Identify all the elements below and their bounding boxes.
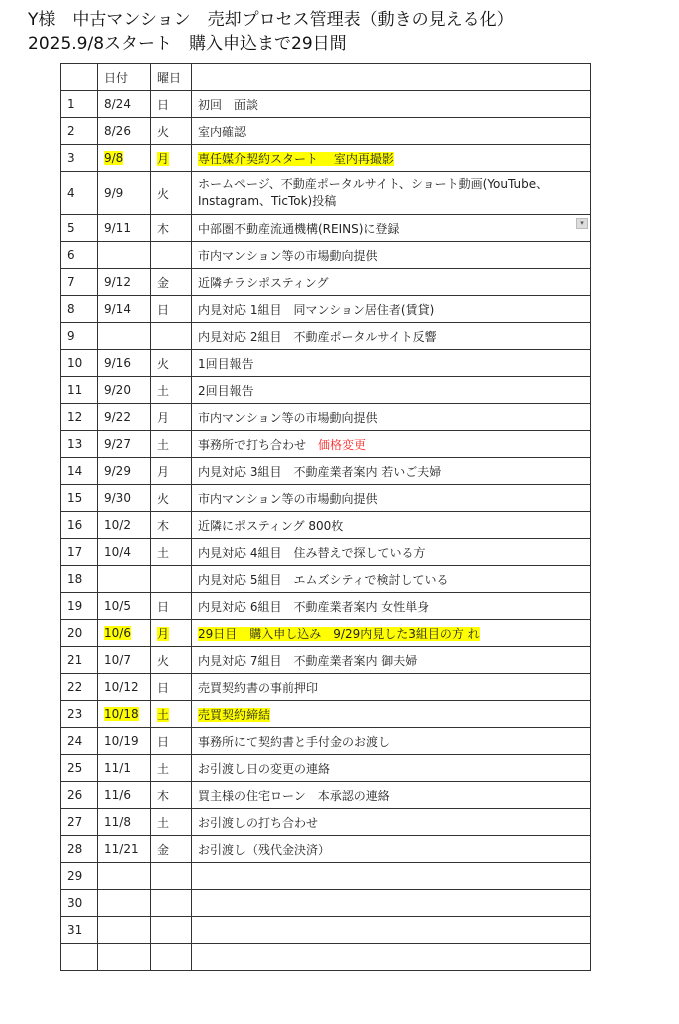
weekday-cell[interactable] xyxy=(151,836,192,863)
weekday-cell-text: 土 xyxy=(157,815,170,830)
weekday-cell[interactable] xyxy=(151,269,192,296)
weekday-cell-text: 火 xyxy=(157,356,170,371)
row-number-cell[interactable] xyxy=(61,145,98,172)
highlighted-text: 土 xyxy=(157,707,170,722)
content-cell[interactable] xyxy=(192,647,591,674)
row-number-cell-text: 1 xyxy=(67,97,75,111)
table-row xyxy=(61,91,591,118)
weekday-cell[interactable] xyxy=(151,809,192,836)
content-cell[interactable] xyxy=(192,296,591,323)
row-number-cell[interactable] xyxy=(61,404,98,431)
weekday-cell[interactable] xyxy=(151,512,192,539)
highlighted-text: 月 xyxy=(157,626,170,641)
content-cell-text: 2回目報告 xyxy=(198,383,254,398)
content-cell-text: お引渡し（残代金決済） xyxy=(198,842,331,857)
row-number-cell-text: 11 xyxy=(67,383,83,397)
row-number-cell[interactable] xyxy=(61,269,98,296)
weekday-cell-text: 火 xyxy=(157,124,170,139)
weekday-cell[interactable] xyxy=(151,620,192,647)
table-row xyxy=(61,242,591,269)
table-row xyxy=(61,377,591,404)
date-cell[interactable] xyxy=(98,728,151,755)
content-cell-text: 初回 面談 xyxy=(198,97,259,112)
date-cell[interactable] xyxy=(98,242,151,269)
date-cell[interactable] xyxy=(98,118,151,145)
date-cell[interactable] xyxy=(98,809,151,836)
date-cell-text: 9/22 xyxy=(104,410,131,424)
weekday-cell[interactable] xyxy=(151,377,192,404)
table-row xyxy=(61,701,591,728)
weekday-cell-text: 日 xyxy=(157,302,170,317)
date-cell[interactable] xyxy=(98,350,151,377)
date-cell-text: 9/29 xyxy=(104,464,131,478)
content-cell-text: 買主様の住宅ローン 本承認の連絡 xyxy=(198,788,390,803)
content-cell-text: 市内マンション等の市場動向提供 xyxy=(198,491,378,506)
process-table xyxy=(60,63,591,971)
date-cell[interactable] xyxy=(98,91,151,118)
date-cell-text: 11/1 xyxy=(104,761,131,775)
table-row xyxy=(61,431,591,458)
content-cell[interactable] xyxy=(192,539,591,566)
date-cell-text: 9/11 xyxy=(104,221,131,235)
date-cell-text: 10/19 xyxy=(104,734,139,748)
content-cell[interactable] xyxy=(192,350,591,377)
date-cell-text: 11/8 xyxy=(104,815,131,829)
header-day[interactable]: 曜日 xyxy=(151,64,192,91)
date-cell-text: 9/27 xyxy=(104,437,131,451)
weekday-cell[interactable] xyxy=(151,728,192,755)
weekday-cell[interactable] xyxy=(151,593,192,620)
row-number-cell-text: 24 xyxy=(67,734,83,748)
content-cell[interactable] xyxy=(192,917,591,944)
table-row xyxy=(61,118,591,145)
content-cell[interactable] xyxy=(192,377,591,404)
row-number-cell-text: 20 xyxy=(67,626,83,640)
date-cell-text: 10/12 xyxy=(104,680,139,694)
content-cell[interactable] xyxy=(192,458,591,485)
row-number-cell-text: 14 xyxy=(67,464,83,478)
weekday-cell[interactable] xyxy=(151,323,192,350)
content-cell-text: お引渡し日の変更の連絡 xyxy=(198,761,331,776)
row-number-cell-text: 22 xyxy=(67,680,83,694)
highlighted-text: 10/18 xyxy=(104,707,139,721)
row-number-cell[interactable] xyxy=(61,91,98,118)
content-cell[interactable] xyxy=(192,836,591,863)
table-row xyxy=(61,215,591,242)
table-row xyxy=(61,755,591,782)
date-cell[interactable] xyxy=(98,269,151,296)
weekday-cell[interactable] xyxy=(151,145,192,172)
date-cell[interactable] xyxy=(98,377,151,404)
row-number-cell[interactable] xyxy=(61,118,98,145)
weekday-cell[interactable] xyxy=(151,458,192,485)
date-cell-text: 10/7 xyxy=(104,653,131,667)
table-row xyxy=(61,863,591,890)
weekday-cell[interactable] xyxy=(151,296,192,323)
row-number-cell-text: 29 xyxy=(67,869,83,883)
weekday-cell[interactable] xyxy=(151,215,192,242)
title-line-1: Y様 中古マンション 売却プロセス管理表（動きの見える化） xyxy=(28,10,514,30)
date-cell[interactable] xyxy=(98,944,151,971)
date-cell[interactable] xyxy=(98,485,151,512)
header-row xyxy=(61,64,591,91)
weekday-cell[interactable] xyxy=(151,118,192,145)
weekday-cell[interactable] xyxy=(151,172,192,215)
row-number-cell[interactable] xyxy=(61,701,98,728)
date-cell-text: 9/9 xyxy=(104,186,124,200)
row-number-cell-text: 13 xyxy=(67,437,83,451)
date-cell[interactable] xyxy=(98,296,151,323)
weekday-cell[interactable] xyxy=(151,755,192,782)
price-change-text: 価格変更 xyxy=(318,437,367,452)
weekday-cell[interactable] xyxy=(151,350,192,377)
row-number-cell-text: 7 xyxy=(67,275,75,289)
date-cell-text: 9/16 xyxy=(104,356,131,370)
row-number-cell[interactable] xyxy=(61,296,98,323)
weekday-cell-text: 土 xyxy=(157,761,170,776)
table-row xyxy=(61,782,591,809)
date-cell[interactable] xyxy=(98,593,151,620)
weekday-cell[interactable] xyxy=(151,431,192,458)
date-cell-text: 10/4 xyxy=(104,545,131,559)
date-cell[interactable] xyxy=(98,404,151,431)
content-cell[interactable] xyxy=(192,944,591,971)
date-cell[interactable] xyxy=(98,863,151,890)
table-row xyxy=(61,917,591,944)
dropdown-arrow-icon[interactable]: ▾ xyxy=(576,218,588,229)
content-cell[interactable] xyxy=(192,809,591,836)
content-cell-text: 事務所で打ち合わせ xyxy=(198,437,319,452)
weekday-cell[interactable] xyxy=(151,566,192,593)
table-row xyxy=(61,620,591,647)
row-number-cell[interactable] xyxy=(61,172,98,215)
date-cell-text: 9/12 xyxy=(104,275,131,289)
table-row xyxy=(61,323,591,350)
date-cell-text: 9/30 xyxy=(104,491,131,505)
content-cell[interactable] xyxy=(192,172,591,215)
table-row xyxy=(61,512,591,539)
content-cell-text: お引渡しの打ち合わせ xyxy=(198,815,319,830)
date-cell[interactable] xyxy=(98,674,151,701)
highlighted-text: 9/8 xyxy=(104,151,124,165)
content-cell-text: ホームページ、不動産ポータルサイト、ショート動画(YouTube、Instagram、TicTok)投稿 xyxy=(198,177,549,208)
date-cell[interactable] xyxy=(98,890,151,917)
row-number-cell-text: 6 xyxy=(67,248,75,262)
row-number-cell[interactable] xyxy=(61,944,98,971)
row-number-cell-text: 4 xyxy=(67,186,75,200)
weekday-cell[interactable] xyxy=(151,404,192,431)
date-cell[interactable] xyxy=(98,620,151,647)
table-row xyxy=(61,809,591,836)
table-row xyxy=(61,566,591,593)
highlighted-text: 専任媒介契約スタート 室内再撮影 xyxy=(198,151,394,166)
date-cell[interactable] xyxy=(98,215,151,242)
highlighted-text: 月 xyxy=(157,151,170,166)
row-number-cell-text: 5 xyxy=(67,221,75,235)
date-cell[interactable] xyxy=(98,512,151,539)
header-content[interactable] xyxy=(192,64,591,91)
date-cell[interactable] xyxy=(98,172,151,215)
content-cell[interactable] xyxy=(192,323,591,350)
weekday-cell-text: 火 xyxy=(157,491,170,506)
row-number-cell-text: 26 xyxy=(67,788,83,802)
row-number-cell-text: 28 xyxy=(67,842,83,856)
row-number-cell[interactable] xyxy=(61,647,98,674)
row-number-cell[interactable] xyxy=(61,755,98,782)
row-number-cell-text: 3 xyxy=(67,151,75,165)
row-number-cell-text: 17 xyxy=(67,545,83,559)
row-number-cell-text: 31 xyxy=(67,923,83,937)
content-cell[interactable] xyxy=(192,755,591,782)
row-number-cell[interactable] xyxy=(61,350,98,377)
row-number-cell[interactable] xyxy=(61,728,98,755)
highlighted-text: 売買契約締結 xyxy=(198,707,271,722)
content-cell-text: 内見対応 2組目 不動産ポータルサイト反響 xyxy=(198,329,437,344)
content-cell[interactable] xyxy=(192,890,591,917)
content-cell-text: 1回目報告 xyxy=(198,356,254,371)
row-number-cell-text: 10 xyxy=(67,356,83,370)
date-cell[interactable] xyxy=(98,431,151,458)
content-cell[interactable] xyxy=(192,118,591,145)
row-number-cell[interactable] xyxy=(61,890,98,917)
highlighted-text: 29日目 購入申し込み 9/29内見した3組目の方 れ xyxy=(198,626,480,641)
weekday-cell[interactable] xyxy=(151,890,192,917)
weekday-cell[interactable] xyxy=(151,485,192,512)
row-number-cell-text: 23 xyxy=(67,707,83,721)
row-number-cell[interactable] xyxy=(61,674,98,701)
content-cell-text: 売買契約書の事前押印 xyxy=(198,680,319,695)
weekday-cell-text: 日 xyxy=(157,599,170,614)
date-cell-text: 9/20 xyxy=(104,383,131,397)
weekday-cell-text: 木 xyxy=(157,788,170,803)
date-cell[interactable] xyxy=(98,755,151,782)
row-number-cell-text: 19 xyxy=(67,599,83,613)
table-row xyxy=(61,458,591,485)
header-no[interactable] xyxy=(61,64,98,91)
row-number-cell[interactable] xyxy=(61,377,98,404)
date-cell[interactable] xyxy=(98,539,151,566)
row-number-cell[interactable] xyxy=(61,323,98,350)
date-cell-text: 8/24 xyxy=(104,97,131,111)
table-row xyxy=(61,647,591,674)
title-line-2: 2025.9/8スタート 購入申込まで29日間 xyxy=(28,34,347,54)
weekday-cell-text: 日 xyxy=(157,734,170,749)
date-cell-text: 9/14 xyxy=(104,302,131,316)
row-number-cell[interactable] xyxy=(61,809,98,836)
row-number-cell[interactable] xyxy=(61,242,98,269)
row-number-cell[interactable] xyxy=(61,566,98,593)
weekday-cell-text: 土 xyxy=(157,437,170,452)
weekday-cell[interactable] xyxy=(151,647,192,674)
content-cell[interactable] xyxy=(192,566,591,593)
content-cell[interactable] xyxy=(192,431,591,458)
header-date[interactable]: 日付 xyxy=(98,64,151,91)
row-number-cell-text: 9 xyxy=(67,329,75,343)
content-cell[interactable] xyxy=(192,269,591,296)
row-number-cell[interactable] xyxy=(61,485,98,512)
content-cell-text: 近隣チラシポスティング xyxy=(198,275,329,290)
weekday-cell[interactable] xyxy=(151,917,192,944)
content-cell[interactable] xyxy=(192,863,591,890)
row-number-cell[interactable] xyxy=(61,215,98,242)
content-cell-text: 市内マンション等の市場動向提供 xyxy=(198,248,378,263)
weekday-cell-text: 日 xyxy=(157,680,170,695)
date-cell-text: 11/6 xyxy=(104,788,131,802)
row-number-cell-text: 8 xyxy=(67,302,75,316)
content-cell-text: 内見対応 5組目 エムズシティで検討している xyxy=(198,572,449,587)
date-cell[interactable] xyxy=(98,566,151,593)
row-number-cell[interactable] xyxy=(61,539,98,566)
weekday-cell[interactable] xyxy=(151,539,192,566)
table-row xyxy=(61,728,591,755)
row-number-cell[interactable] xyxy=(61,863,98,890)
table-row xyxy=(61,350,591,377)
table-row xyxy=(61,674,591,701)
date-cell[interactable] xyxy=(98,917,151,944)
row-number-cell-text: 27 xyxy=(67,815,83,829)
content-cell[interactable] xyxy=(192,620,591,647)
table-row xyxy=(61,890,591,917)
row-number-cell-text: 16 xyxy=(67,518,83,532)
date-cell[interactable] xyxy=(98,145,151,172)
weekday-cell[interactable] xyxy=(151,701,192,728)
weekday-cell-text: 土 xyxy=(157,545,170,560)
table-row xyxy=(61,269,591,296)
date-cell[interactable] xyxy=(98,647,151,674)
weekday-cell-text: 火 xyxy=(157,653,170,668)
row-number-cell[interactable] xyxy=(61,431,98,458)
date-cell[interactable] xyxy=(98,323,151,350)
weekday-cell-text: 土 xyxy=(157,383,170,398)
content-cell-text: 事務所にて契約書と手付金のお渡し xyxy=(198,734,391,749)
content-cell-text: 室内確認 xyxy=(198,124,247,139)
weekday-cell-text: 火 xyxy=(157,186,170,201)
highlighted-text: 10/6 xyxy=(104,626,131,640)
weekday-cell-text: 金 xyxy=(157,842,170,857)
table-row xyxy=(61,485,591,512)
table-row xyxy=(61,404,591,431)
row-number-cell-text: 30 xyxy=(67,896,83,910)
row-number-cell[interactable] xyxy=(61,917,98,944)
table-row xyxy=(61,145,591,172)
content-cell-text: 近隣にポスティング 800枚 xyxy=(198,518,344,533)
weekday-cell[interactable] xyxy=(151,242,192,269)
date-cell[interactable] xyxy=(98,836,151,863)
content-cell[interactable] xyxy=(192,145,591,172)
content-cell[interactable] xyxy=(192,593,591,620)
content-cell-text: 中部圏不動産流通機構(REINS)に登録 xyxy=(198,221,400,236)
content-cell-text: 市内マンション等の市場動向提供 xyxy=(198,410,378,425)
table-row xyxy=(61,296,591,323)
date-cell-text: 8/26 xyxy=(104,124,131,138)
date-cell-text: 10/2 xyxy=(104,518,131,532)
date-cell[interactable] xyxy=(98,701,151,728)
content-cell[interactable] xyxy=(192,701,591,728)
content-cell[interactable] xyxy=(192,512,591,539)
row-number-cell-text: 12 xyxy=(67,410,83,424)
table-row xyxy=(61,593,591,620)
content-cell[interactable] xyxy=(192,485,591,512)
content-cell[interactable] xyxy=(192,728,591,755)
content-cell[interactable] xyxy=(192,782,591,809)
row-number-cell[interactable] xyxy=(61,620,98,647)
content-cell-text: 内見対応 6組目 不動産業者案内 女性単身 xyxy=(198,599,430,614)
table-row xyxy=(61,944,591,971)
content-cell[interactable] xyxy=(192,674,591,701)
document-title xyxy=(28,8,514,56)
weekday-cell[interactable] xyxy=(151,91,192,118)
content-cell-text: 内見対応 3組目 不動産業者案内 若いご夫婦 xyxy=(198,464,442,479)
weekday-cell[interactable] xyxy=(151,863,192,890)
row-number-cell-text: 21 xyxy=(67,653,83,667)
row-number-cell-text: 18 xyxy=(67,572,83,586)
content-cell[interactable] xyxy=(192,91,591,118)
date-cell[interactable] xyxy=(98,458,151,485)
table-row xyxy=(61,836,591,863)
row-number-cell-text: 25 xyxy=(67,761,83,775)
weekday-cell[interactable] xyxy=(151,782,192,809)
weekday-cell-text: 月 xyxy=(157,410,170,425)
content-cell-text: 内見対応 7組目 不動産業者案内 御夫婦 xyxy=(198,653,418,668)
date-cell-text: 10/5 xyxy=(104,599,131,613)
content-cell-text: 内見対応 1組目 同マンション居住者(賃貸) xyxy=(198,302,435,317)
content-cell-text: 内見対応 4組目 住み替えで探している方 xyxy=(198,545,426,560)
weekday-cell-text: 木 xyxy=(157,221,170,236)
weekday-cell-text: 月 xyxy=(157,464,170,479)
content-cell[interactable] xyxy=(192,215,591,242)
table-row xyxy=(61,539,591,566)
row-number-cell[interactable] xyxy=(61,512,98,539)
weekday-cell-text: 金 xyxy=(157,275,170,290)
row-number-cell-text: 15 xyxy=(67,491,83,505)
row-number-cell[interactable] xyxy=(61,458,98,485)
date-cell-text: 11/21 xyxy=(104,842,139,856)
row-number-cell-text: 2 xyxy=(67,124,75,138)
weekday-cell[interactable] xyxy=(151,944,192,971)
content-cell[interactable] xyxy=(192,404,591,431)
table-row xyxy=(61,172,591,215)
row-number-cell[interactable] xyxy=(61,782,98,809)
date-cell[interactable] xyxy=(98,782,151,809)
weekday-cell-text: 木 xyxy=(157,518,170,533)
row-number-cell[interactable] xyxy=(61,593,98,620)
weekday-cell[interactable] xyxy=(151,674,192,701)
row-number-cell[interactable] xyxy=(61,836,98,863)
content-cell[interactable] xyxy=(192,242,591,269)
weekday-cell-text: 日 xyxy=(157,97,170,112)
